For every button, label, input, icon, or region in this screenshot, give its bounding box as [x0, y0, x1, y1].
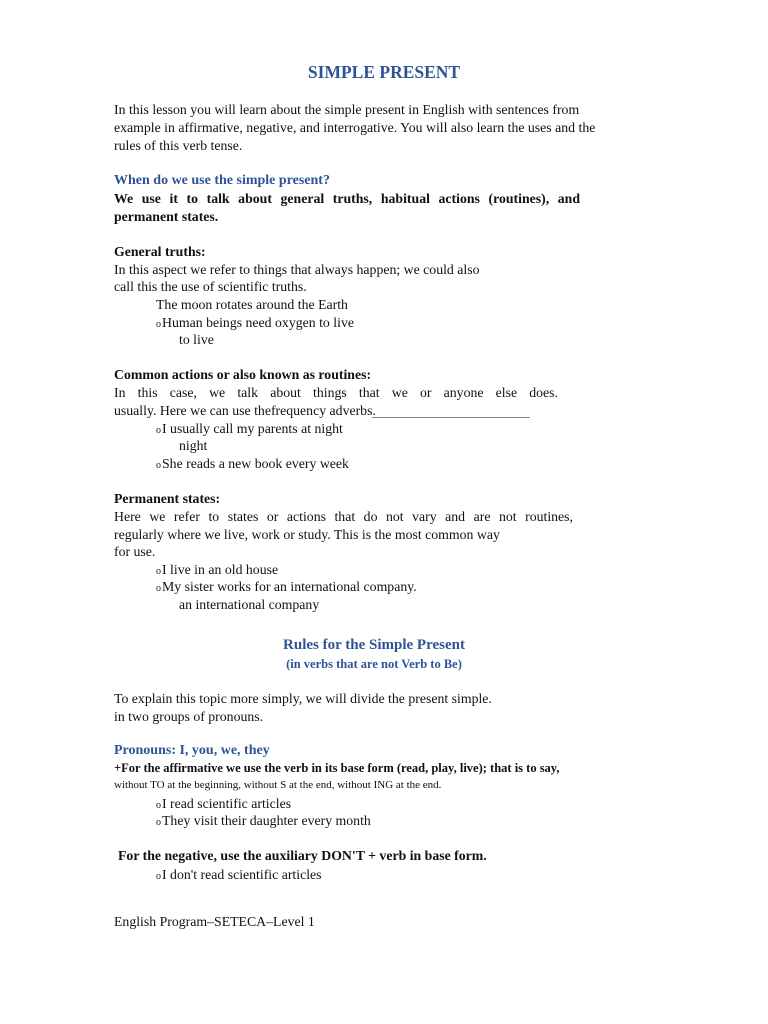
rules-heading: Rules for the Simple Present: [283, 637, 465, 653]
negative-rule: For the negative, use the auxiliary DON'T + verb in base form.: [118, 848, 487, 863]
example-text: The moon rotates around the Earth: [156, 297, 348, 312]
permanent-states-line-2: regularly where we live, work or study. This is the most common way: [114, 527, 500, 542]
list-item-text: They visit their daughter every month: [162, 813, 371, 828]
bullet-icon: o: [156, 817, 161, 828]
general-truths-line-1: In this aspect we refer to things that always happen; we could also: [114, 262, 480, 277]
list-item-continuation: night: [179, 438, 208, 453]
affirmative-note: without TO at the beginning, without S at the end, without ING at the end.: [114, 779, 442, 791]
when-text-line-2: permanent states.: [114, 209, 219, 224]
rules-line-2: in two groups of pronouns.: [114, 709, 264, 724]
list-item-text: My sister works for an international company.: [162, 579, 417, 594]
list-item-text: Human beings need oxygen to live: [162, 315, 354, 330]
page-title: SIMPLE PRESENT: [307, 62, 461, 82]
routines-line-1: In this case, we talk about things that we or anyone else does.: [114, 385, 558, 400]
intro-line-1: In this lesson you will learn about the simple present in English with sentences from: [114, 102, 580, 117]
intro-line-3: rules of this verb tense.: [114, 138, 243, 153]
routines-heading: Common actions or also known as routines:: [114, 367, 372, 382]
list-item: [156, 455, 349, 475]
page-footer: English Program–SETECA–Level 1: [114, 914, 315, 929]
routines-line-2: usually. Here we can use thefrequency adverbs.: [114, 403, 376, 418]
general-truths-heading: General truths:: [114, 244, 206, 259]
list-item: [156, 812, 371, 832]
section-heading-when: When do we use the simple present?: [114, 173, 330, 188]
intro-line-2: example in affirmative, negative, and interrogative. You will also learn the uses and the: [114, 120, 596, 135]
bullet-icon: o: [156, 871, 161, 882]
list-item: [156, 866, 322, 886]
list-item-text: I live in an old house: [162, 562, 279, 577]
pronouns-heading: Pronouns: I, you, we, they: [114, 743, 270, 758]
list-item-text: She reads a new book every week: [162, 456, 349, 471]
bullet-icon: o: [156, 319, 161, 330]
bullet-icon: o: [156, 583, 161, 594]
permanent-states-heading: Permanent states:: [114, 491, 221, 506]
bullet-icon: o: [156, 460, 161, 471]
general-truths-line-2: call this the use of scientific truths.: [114, 279, 307, 294]
list-item: [156, 578, 417, 598]
list-item-text: I usually call my parents at night: [162, 421, 343, 436]
list-item-text: I read scientific articles: [162, 796, 292, 811]
list-item-continuation: an international company: [179, 597, 320, 612]
permanent-states-line-1: Here we refer to states or actions that do not vary and are not routines,: [114, 509, 573, 524]
bullet-icon: o: [156, 800, 161, 811]
rules-subheading: (in verbs that are not Verb to Be): [286, 657, 462, 671]
list-item-text: I don't read scientific articles: [162, 867, 322, 882]
rules-line-1: To explain this topic more simply, we will divide the present simple.: [114, 691, 492, 706]
bullet-icon: o: [156, 566, 161, 577]
bullet-icon: o: [156, 425, 161, 436]
when-text-line-1: We use it to talk about general truths, habitual actions (routines), and: [114, 191, 580, 206]
permanent-states-line-3: for use.: [114, 544, 156, 559]
list-item-continuation: to live: [179, 332, 214, 347]
underline-divider: [372, 417, 530, 418]
affirmative-rule: +For the affirmative we use the verb in its base form (read, play, live); that is to say,: [114, 761, 560, 775]
